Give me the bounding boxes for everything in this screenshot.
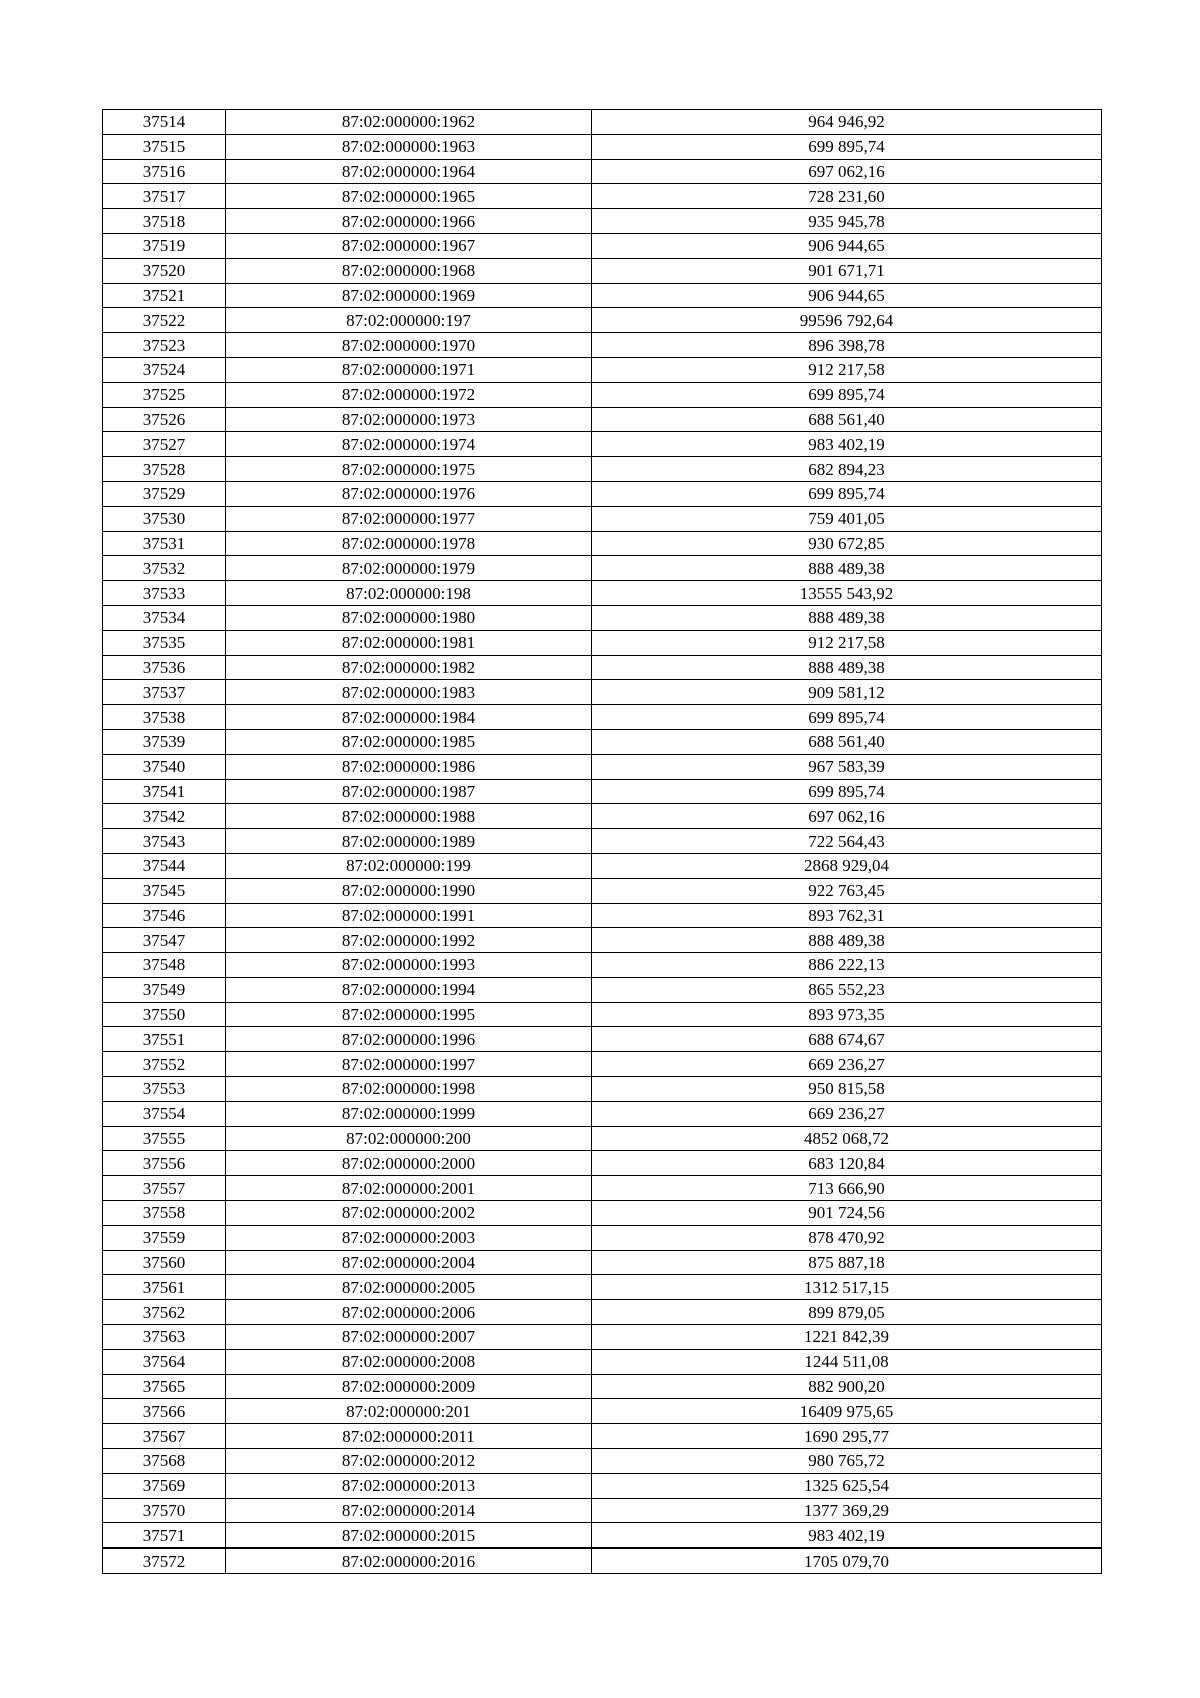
table-row <box>103 333 1102 358</box>
data-table <box>102 109 1102 1574</box>
table-row <box>103 531 1102 556</box>
cadastral-number-cell: 87:02:000000:1972 <box>226 382 592 407</box>
cadastral-number-cell: 87:02:000000:1981 <box>226 630 592 655</box>
table-row <box>103 184 1102 209</box>
table-row <box>103 1548 1102 1573</box>
table-row <box>103 1002 1102 1027</box>
cadastral-number-cell: 87:02:000000:2012 <box>226 1449 592 1474</box>
table-row <box>103 1374 1102 1399</box>
value-cell: 909 581,12 <box>592 680 1102 705</box>
cadastral-number-cell: 87:02:000000:2002 <box>226 1201 592 1226</box>
table-row <box>103 1027 1102 1052</box>
table-row <box>103 903 1102 928</box>
row-number-cell: 37547 <box>103 928 226 953</box>
row-number-cell: 37545 <box>103 878 226 903</box>
cadastral-number-cell: 87:02:000000:2007 <box>226 1325 592 1350</box>
row-number-cell: 37528 <box>103 457 226 482</box>
cadastral-number-cell: 87:02:000000:1974 <box>226 432 592 457</box>
row-number-cell: 37557 <box>103 1176 226 1201</box>
value-cell: 888 489,38 <box>592 655 1102 680</box>
value-cell: 878 470,92 <box>592 1225 1102 1250</box>
table-row <box>103 1449 1102 1474</box>
cadastral-number-cell: 87:02:000000:1996 <box>226 1027 592 1052</box>
cadastral-number-cell: 87:02:000000:2011 <box>226 1424 592 1449</box>
value-cell: 722 564,43 <box>592 829 1102 854</box>
table-row <box>103 308 1102 333</box>
cadastral-number-cell: 87:02:000000:1983 <box>226 680 592 705</box>
value-cell: 16409 975,65 <box>592 1399 1102 1424</box>
value-cell: 688 674,67 <box>592 1027 1102 1052</box>
row-number-cell: 37529 <box>103 481 226 506</box>
cadastral-number-cell: 87:02:000000:1969 <box>226 283 592 308</box>
value-cell: 1690 295,77 <box>592 1424 1102 1449</box>
row-number-cell: 37566 <box>103 1399 226 1424</box>
cadastral-number-cell: 87:02:000000:1962 <box>226 110 592 135</box>
row-number-cell: 37551 <box>103 1027 226 1052</box>
value-cell: 669 236,27 <box>592 1101 1102 1126</box>
cadastral-number-cell: 87:02:000000:2015 <box>226 1523 592 1548</box>
value-cell: 901 724,56 <box>592 1201 1102 1226</box>
row-number-cell: 37516 <box>103 159 226 184</box>
value-cell: 688 561,40 <box>592 407 1102 432</box>
row-number-cell: 37569 <box>103 1473 226 1498</box>
row-number-cell: 37537 <box>103 680 226 705</box>
table-row <box>103 506 1102 531</box>
cadastral-number-cell: 87:02:000000:2009 <box>226 1374 592 1399</box>
row-number-cell: 37544 <box>103 853 226 878</box>
table-row <box>103 357 1102 382</box>
row-number-cell: 37525 <box>103 382 226 407</box>
value-cell: 699 895,74 <box>592 382 1102 407</box>
value-cell: 983 402,19 <box>592 1523 1102 1548</box>
row-number-cell: 37552 <box>103 1052 226 1077</box>
value-cell: 697 062,16 <box>592 159 1102 184</box>
table-row <box>103 853 1102 878</box>
cadastral-number-cell: 87:02:000000:200 <box>226 1126 592 1151</box>
row-number-cell: 37518 <box>103 209 226 234</box>
value-cell: 896 398,78 <box>592 333 1102 358</box>
value-cell: 950 815,58 <box>592 1077 1102 1102</box>
table-row <box>103 1201 1102 1226</box>
value-cell: 875 887,18 <box>592 1250 1102 1275</box>
cadastral-number-cell: 87:02:000000:1989 <box>226 829 592 854</box>
cadastral-number-cell: 87:02:000000:1965 <box>226 184 592 209</box>
row-number-cell: 37522 <box>103 308 226 333</box>
cadastral-number-cell: 87:02:000000:197 <box>226 308 592 333</box>
cadastral-number-cell: 87:02:000000:2000 <box>226 1151 592 1176</box>
row-number-cell: 37549 <box>103 977 226 1002</box>
cadastral-number-cell: 87:02:000000:1988 <box>226 804 592 829</box>
table-row <box>103 680 1102 705</box>
cadastral-number-cell: 87:02:000000:1987 <box>226 779 592 804</box>
value-cell: 13555 543,92 <box>592 581 1102 606</box>
value-cell: 906 944,65 <box>592 283 1102 308</box>
row-number-cell: 37564 <box>103 1349 226 1374</box>
value-cell: 688 561,40 <box>592 729 1102 754</box>
cadastral-number-cell: 87:02:000000:1999 <box>226 1101 592 1126</box>
cadastral-number-cell: 87:02:000000:1979 <box>226 556 592 581</box>
row-number-cell: 37555 <box>103 1126 226 1151</box>
value-cell: 901 671,71 <box>592 258 1102 283</box>
row-number-cell: 37543 <box>103 829 226 854</box>
cadastral-number-cell: 87:02:000000:1992 <box>226 928 592 953</box>
cadastral-number-cell: 87:02:000000:1993 <box>226 953 592 978</box>
cadastral-number-cell: 87:02:000000:1990 <box>226 878 592 903</box>
table-row <box>103 209 1102 234</box>
value-cell: 983 402,19 <box>592 432 1102 457</box>
cadastral-number-cell: 87:02:000000:1964 <box>226 159 592 184</box>
value-cell: 99596 792,64 <box>592 308 1102 333</box>
row-number-cell: 37565 <box>103 1374 226 1399</box>
value-cell: 935 945,78 <box>592 209 1102 234</box>
row-number-cell: 37567 <box>103 1424 226 1449</box>
cadastral-number-cell: 87:02:000000:198 <box>226 581 592 606</box>
cadastral-number-cell: 87:02:000000:2006 <box>226 1300 592 1325</box>
value-cell: 1244 511,08 <box>592 1349 1102 1374</box>
table-row <box>103 283 1102 308</box>
cadastral-number-cell: 87:02:000000:1995 <box>226 1002 592 1027</box>
row-number-cell: 37538 <box>103 705 226 730</box>
row-number-cell: 37554 <box>103 1101 226 1126</box>
row-number-cell: 37515 <box>103 134 226 159</box>
value-cell: 1325 625,54 <box>592 1473 1102 1498</box>
value-cell: 886 222,13 <box>592 953 1102 978</box>
table-row <box>103 729 1102 754</box>
value-cell: 699 895,74 <box>592 779 1102 804</box>
cadastral-number-cell: 87:02:000000:1975 <box>226 457 592 482</box>
row-number-cell: 37568 <box>103 1449 226 1474</box>
row-number-cell: 37519 <box>103 233 226 258</box>
cadastral-number-cell: 87:02:000000:1976 <box>226 481 592 506</box>
cadastral-number-cell: 87:02:000000:201 <box>226 1399 592 1424</box>
value-cell: 683 120,84 <box>592 1151 1102 1176</box>
table-row <box>103 1523 1102 1548</box>
row-number-cell: 37560 <box>103 1250 226 1275</box>
cadastral-number-cell: 87:02:000000:2001 <box>226 1176 592 1201</box>
table-row <box>103 1077 1102 1102</box>
row-number-cell: 37531 <box>103 531 226 556</box>
table-row <box>103 233 1102 258</box>
row-number-cell: 37530 <box>103 506 226 531</box>
row-number-cell: 37540 <box>103 754 226 779</box>
row-number-cell: 37572 <box>103 1548 226 1573</box>
table-row <box>103 1126 1102 1151</box>
table-row <box>103 556 1102 581</box>
row-number-cell: 37558 <box>103 1201 226 1226</box>
cadastral-number-cell: 87:02:000000:2005 <box>226 1275 592 1300</box>
value-cell: 964 946,92 <box>592 110 1102 135</box>
value-cell: 882 900,20 <box>592 1374 1102 1399</box>
row-number-cell: 37514 <box>103 110 226 135</box>
row-number-cell: 37534 <box>103 605 226 630</box>
table-row <box>103 705 1102 730</box>
value-cell: 699 895,74 <box>592 134 1102 159</box>
cadastral-number-cell: 87:02:000000:1977 <box>226 506 592 531</box>
table-row <box>103 432 1102 457</box>
value-cell: 1312 517,15 <box>592 1275 1102 1300</box>
cadastral-number-cell: 87:02:000000:1982 <box>226 655 592 680</box>
value-cell: 930 672,85 <box>592 531 1102 556</box>
table-row <box>103 1275 1102 1300</box>
row-number-cell: 37559 <box>103 1225 226 1250</box>
value-cell: 967 583,39 <box>592 754 1102 779</box>
table-row <box>103 977 1102 1002</box>
table-row <box>103 928 1102 953</box>
value-cell: 888 489,38 <box>592 556 1102 581</box>
row-number-cell: 37524 <box>103 357 226 382</box>
table-row <box>103 1300 1102 1325</box>
row-number-cell: 37527 <box>103 432 226 457</box>
table-row <box>103 1225 1102 1250</box>
cadastral-number-cell: 87:02:000000:1997 <box>226 1052 592 1077</box>
value-cell: 1221 842,39 <box>592 1325 1102 1350</box>
table-row <box>103 829 1102 854</box>
value-cell: 682 894,23 <box>592 457 1102 482</box>
cadastral-number-cell: 87:02:000000:1970 <box>226 333 592 358</box>
value-cell: 893 762,31 <box>592 903 1102 928</box>
table-row <box>103 630 1102 655</box>
cadastral-number-cell: 87:02:000000:1963 <box>226 134 592 159</box>
row-number-cell: 37562 <box>103 1300 226 1325</box>
cadastral-number-cell: 87:02:000000:1973 <box>226 407 592 432</box>
cadastral-number-cell: 87:02:000000:2004 <box>226 1250 592 1275</box>
table-row <box>103 382 1102 407</box>
cadastral-number-cell: 87:02:000000:1980 <box>226 605 592 630</box>
table-row <box>103 754 1102 779</box>
row-number-cell: 37556 <box>103 1151 226 1176</box>
table-row <box>103 605 1102 630</box>
row-number-cell: 37548 <box>103 953 226 978</box>
value-cell: 888 489,38 <box>592 605 1102 630</box>
table-row <box>103 1399 1102 1424</box>
table-row <box>103 1101 1102 1126</box>
row-number-cell: 37526 <box>103 407 226 432</box>
table-row <box>103 258 1102 283</box>
row-number-cell: 37535 <box>103 630 226 655</box>
value-cell: 728 231,60 <box>592 184 1102 209</box>
table-row <box>103 581 1102 606</box>
row-number-cell: 37541 <box>103 779 226 804</box>
table-row <box>103 134 1102 159</box>
value-cell: 912 217,58 <box>592 357 1102 382</box>
table-row <box>103 878 1102 903</box>
row-number-cell: 37533 <box>103 581 226 606</box>
table-row <box>103 1349 1102 1374</box>
row-number-cell: 37553 <box>103 1077 226 1102</box>
row-number-cell: 37561 <box>103 1275 226 1300</box>
table-row <box>103 779 1102 804</box>
value-cell: 713 666,90 <box>592 1176 1102 1201</box>
value-cell: 699 895,74 <box>592 705 1102 730</box>
table-row <box>103 481 1102 506</box>
row-number-cell: 37571 <box>103 1523 226 1548</box>
row-number-cell: 37536 <box>103 655 226 680</box>
cadastral-number-cell: 87:02:000000:2016 <box>226 1548 592 1573</box>
row-number-cell: 37520 <box>103 258 226 283</box>
row-number-cell: 37521 <box>103 283 226 308</box>
cadastral-number-cell: 87:02:000000:1966 <box>226 209 592 234</box>
value-cell: 4852 068,72 <box>592 1126 1102 1151</box>
table-row <box>103 110 1102 135</box>
row-number-cell: 37570 <box>103 1498 226 1523</box>
table-row <box>103 407 1102 432</box>
cadastral-number-cell: 87:02:000000:1986 <box>226 754 592 779</box>
cadastral-number-cell: 87:02:000000:1985 <box>226 729 592 754</box>
cadastral-number-cell: 87:02:000000:1998 <box>226 1077 592 1102</box>
table-row <box>103 804 1102 829</box>
table-row <box>103 655 1102 680</box>
table-row <box>103 1052 1102 1077</box>
cadastral-number-cell: 87:02:000000:2014 <box>226 1498 592 1523</box>
value-cell: 669 236,27 <box>592 1052 1102 1077</box>
value-cell: 906 944,65 <box>592 233 1102 258</box>
value-cell: 697 062,16 <box>592 804 1102 829</box>
row-number-cell: 37532 <box>103 556 226 581</box>
value-cell: 912 217,58 <box>592 630 1102 655</box>
row-number-cell: 37563 <box>103 1325 226 1350</box>
row-number-cell: 37546 <box>103 903 226 928</box>
table-row <box>103 457 1102 482</box>
cadastral-number-cell: 87:02:000000:1994 <box>226 977 592 1002</box>
value-cell: 893 973,35 <box>592 1002 1102 1027</box>
cadastral-number-cell: 87:02:000000:1968 <box>226 258 592 283</box>
cadastral-number-cell: 87:02:000000:2013 <box>226 1473 592 1498</box>
table-row <box>103 1250 1102 1275</box>
row-number-cell: 37539 <box>103 729 226 754</box>
cadastral-number-cell: 87:02:000000:1971 <box>226 357 592 382</box>
table-row <box>103 1498 1102 1523</box>
cadastral-number-cell: 87:02:000000:1967 <box>226 233 592 258</box>
value-cell: 1377 369,29 <box>592 1498 1102 1523</box>
cadastral-number-cell: 87:02:000000:199 <box>226 853 592 878</box>
cadastral-number-cell: 87:02:000000:2003 <box>226 1225 592 1250</box>
table-row <box>103 159 1102 184</box>
table-row <box>103 1176 1102 1201</box>
value-cell: 888 489,38 <box>592 928 1102 953</box>
row-number-cell: 37542 <box>103 804 226 829</box>
table-row <box>103 1151 1102 1176</box>
table-body <box>103 110 1102 1574</box>
value-cell: 899 879,05 <box>592 1300 1102 1325</box>
row-number-cell: 37523 <box>103 333 226 358</box>
value-cell: 759 401,05 <box>592 506 1102 531</box>
value-cell: 699 895,74 <box>592 481 1102 506</box>
row-number-cell: 37517 <box>103 184 226 209</box>
value-cell: 865 552,23 <box>592 977 1102 1002</box>
table-row <box>103 1325 1102 1350</box>
row-number-cell: 37550 <box>103 1002 226 1027</box>
value-cell: 922 763,45 <box>592 878 1102 903</box>
value-cell: 2868 929,04 <box>592 853 1102 878</box>
value-cell: 1705 079,70 <box>592 1548 1102 1573</box>
cadastral-number-cell: 87:02:000000:2008 <box>226 1349 592 1374</box>
cadastral-number-cell: 87:02:000000:1978 <box>226 531 592 556</box>
table-row <box>103 1424 1102 1449</box>
table-row <box>103 953 1102 978</box>
value-cell: 980 765,72 <box>592 1449 1102 1474</box>
cadastral-number-cell: 87:02:000000:1991 <box>226 903 592 928</box>
cadastral-number-cell: 87:02:000000:1984 <box>226 705 592 730</box>
table-row <box>103 1473 1102 1498</box>
